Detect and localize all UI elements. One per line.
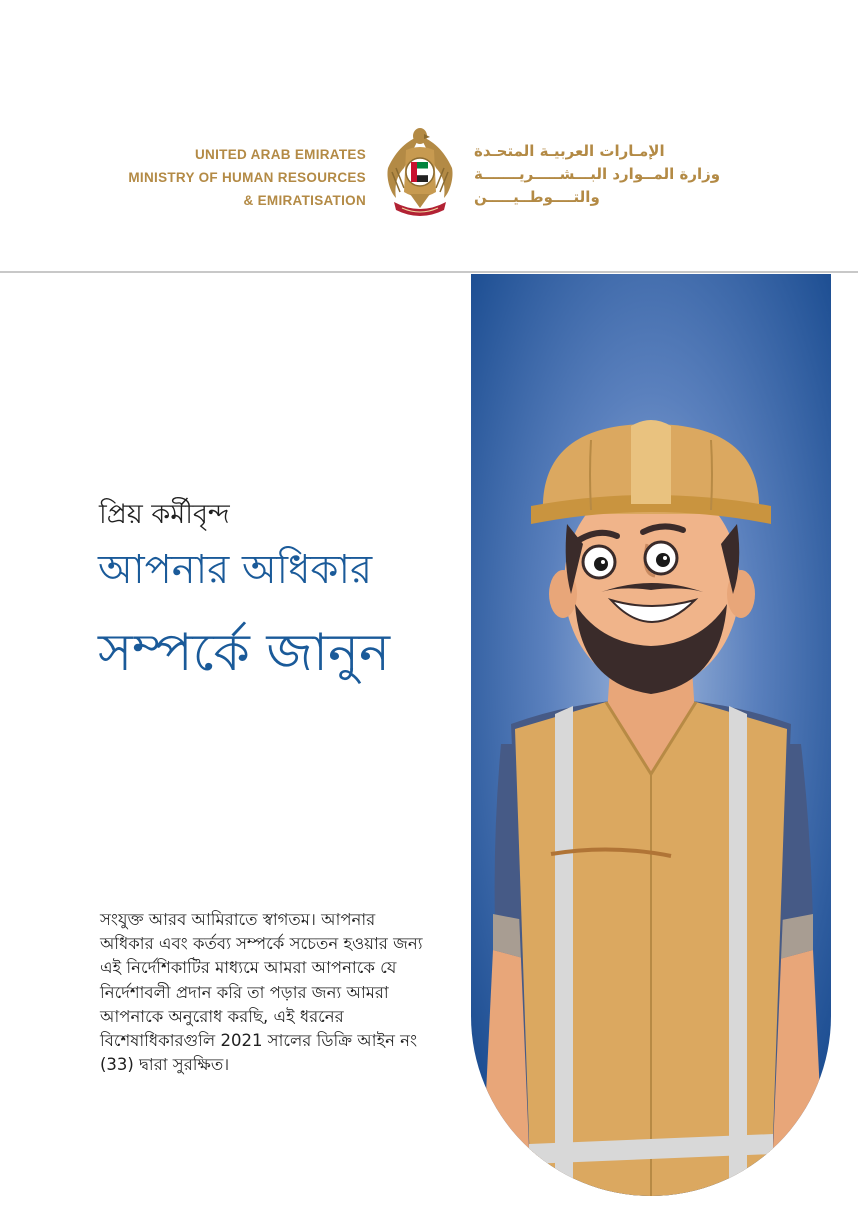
ar-line-3: والتــــوطــيـــــن: [474, 188, 600, 206]
ar-line-2: وزارة المــوارد البـــشـــــريـــــــة: [474, 165, 721, 183]
header: [0, 0, 858, 272]
ministry-name-english: [128, 143, 366, 212]
ar-line-1: الإمـارات العربيـة المتحـدة: [474, 142, 665, 160]
header-divider: [0, 271, 858, 273]
ministry-name-arabic: [474, 140, 720, 209]
title-line-2: সম্পর্কে জানুন: [98, 623, 391, 683]
greeting-text: প্রিয় কর্মীবৃন্দ: [99, 499, 230, 530]
body-paragraph: সংযুক্ত আরব আমিরাতে স্বাগতম। আপনার অধিকার এবং কর্তব্য সম্পর্কে সচেতন হওয়ার জন্য এই নির্দেশিকাটির মাধ্যমে আমরা আপনাকে যে নির্দেশাবলী প্রদান করি তা পড়ার জন্য আমরা আপনাকে অনুরোধ করছি, এই ধরনের বিশেষাধিকারগুলি 2021 সালের ডিক্রি আইন নং (33) দ্বারা সুরক্ষিত।: [100, 910, 423, 1075]
en-line-1: UNITED ARAB EMIRATES: [195, 147, 366, 162]
en-line-3: & EMIRATISATION: [243, 193, 366, 208]
en-line-2: MINISTRY OF HUMAN RESOURCES: [128, 170, 366, 185]
construction-worker-illustration: [471, 274, 831, 1196]
title-line-1: আপনার অধিকার: [98, 547, 373, 593]
uae-falcon-emblem-icon: [380, 122, 460, 222]
